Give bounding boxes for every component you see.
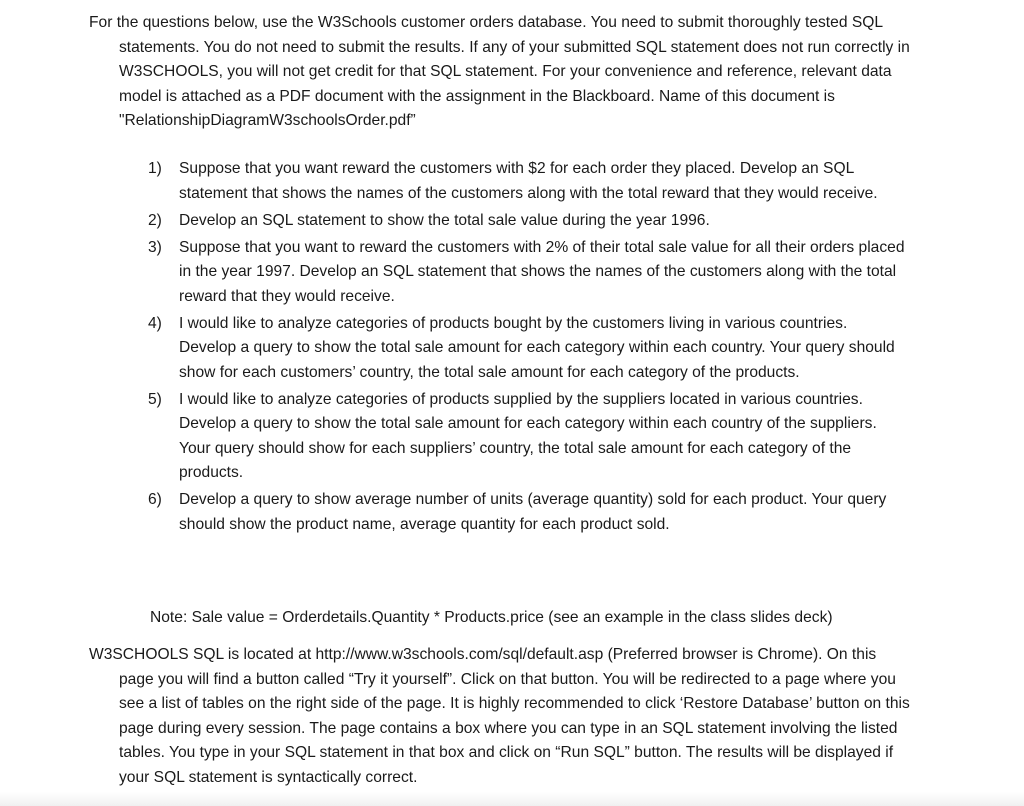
question-number: 5) (148, 390, 162, 408)
question-item (148, 312, 908, 386)
note-paragraph: Note: Sale value = Orderdetails.Quantity * Products.price (see an example in the class slides deck) (150, 609, 833, 626)
question-text: Develop a query to show average number of units (average quantity) sold for each product. Your query should show the product name, average quantity for each product sold. (179, 491, 887, 533)
question-number: 3) (148, 238, 162, 256)
w3schools-info-paragraph: W3SCHOOLS SQL is located at http://www.w3schools.com/sql/default.asp (Preferred browser is Chrome). On this page you will find a button called “Try it yourself”. Click on that button. You will be redirected to a page where you see a list of tables on the right side of the page. It is highly recommended to click ‘Restore Database’ button on this page during every session. The page contains a box where you can type in an SQL statement involving the listed tables. You type in your SQL statement in that box and click on “Run SQL” button. The results will be displayed if your SQL statement is syntactically correct. (89, 646, 910, 786)
question-number: 1) (148, 160, 162, 177)
question-item (148, 209, 908, 234)
question-text: I would like to analyze categories of products bought by the customers living in various countries. Develop a query to show the total sale amount for each category within each country. Your query should show for each customers’ country, the total sale amount for each category of the products. (179, 314, 895, 381)
intro-paragraph: For the questions below, use the W3Schools customer orders database. You need to submit thoroughly tested SQL statements. You do not need to submit the results. If any of your submitted SQL statement does not run correctly in W3SCHOOLS, you will not get credit for that SQL statement. For your convenience and reference, relevant data model is attached as a PDF document with the assignment in the Blackboard. Name of this document is "RelationshipDiagramW3schoolsOrder.pdf” (89, 14, 910, 129)
question-number: 6) (148, 491, 162, 508)
question-item (148, 388, 908, 486)
question-item (148, 236, 908, 310)
question-number: 2) (148, 211, 162, 229)
question-text: Develop an SQL statement to show the total sale value during the year 1996. (179, 211, 710, 229)
question-list (148, 157, 908, 540)
question-text: I would like to analyze categories of products supplied by the suppliers located in various countries. Develop a query to show the total sale amount for each category within each country of the suppliers. Your query should show for each suppliers’ country, the total sale amount for each category of the products. (179, 390, 877, 481)
question-item (148, 488, 908, 537)
question-number: 4) (148, 314, 162, 332)
question-item (148, 157, 908, 206)
question-text: Suppose that you want reward the customers with $2 for each order they placed. Develop an SQL statement that shows the names of the customers along with the total reward that they would receive. (179, 160, 878, 202)
question-text: Suppose that you want to reward the customers with 2% of their total sale value for all their orders placed in the year 1997. Develop an SQL statement that shows the names of the customers along with the total reward that they would receive. (179, 238, 905, 305)
page-bottom-shadow (0, 792, 1024, 806)
